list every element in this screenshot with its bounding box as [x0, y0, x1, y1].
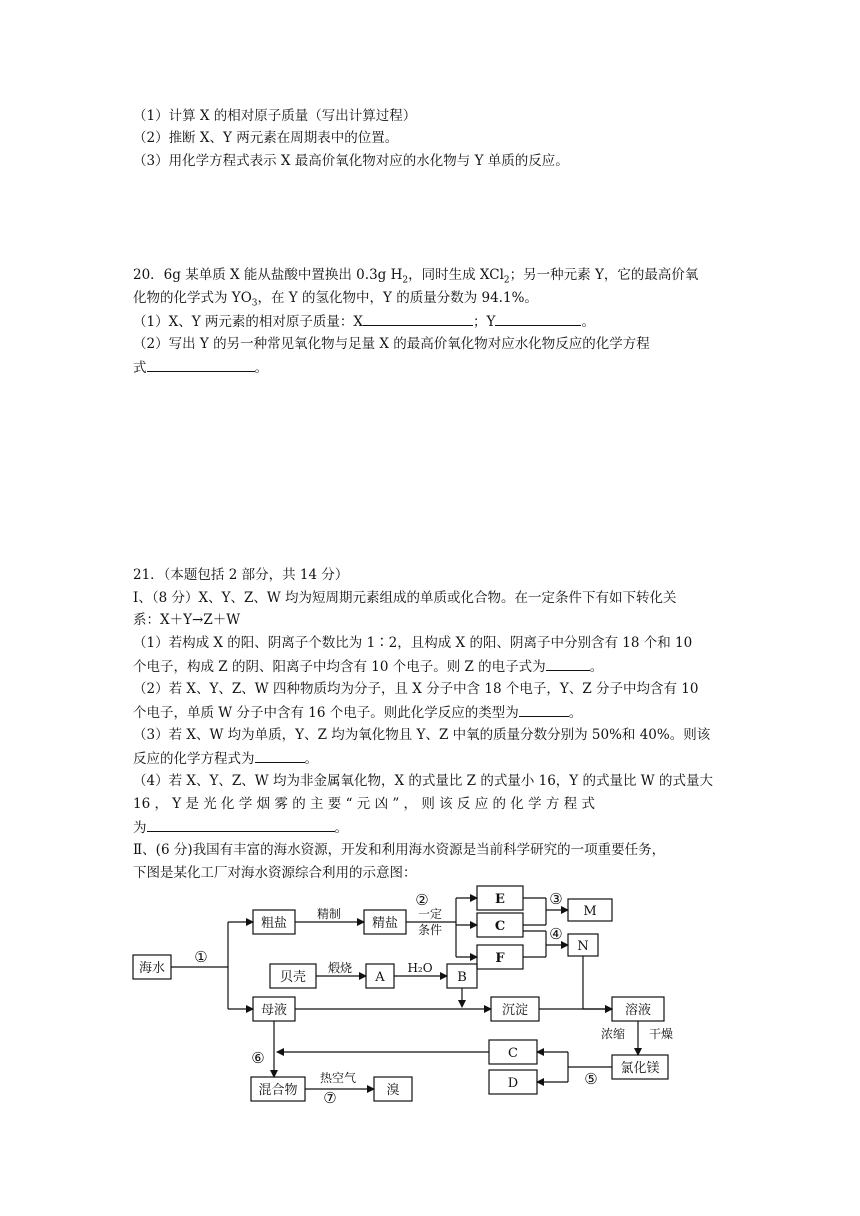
label-shell: 贝壳 [279, 970, 307, 985]
q20-text: ；Y [473, 314, 496, 330]
q20-text: 式 [133, 360, 147, 376]
label-condition-b: 条件 [417, 923, 443, 937]
step-1: ① [194, 948, 208, 966]
q21-part-ii-line1: Ⅱ、(6 分)我国有丰富的海水资源，开发和利用海水资源是当前科学研究的一项重要任务， [133, 842, 666, 858]
label-e: E [495, 892, 505, 907]
label-f: F [495, 951, 505, 966]
label-a: A [375, 970, 385, 985]
q20-text: ，在 Y 的氢化物中，Y 的质量分数为 94.1%。 [257, 290, 538, 306]
q21-sub3-line1: （3）若 X、W 均为单质，Y、Z 均为氧化物且 Y、Z 中氧的质量分数分别为 50%和 40%。则该 [133, 727, 711, 743]
step-3: ③ [549, 890, 563, 908]
q21-sub4-line1: （4）若 X、Y、Z、W 均为非金属氧化物，X 的式量比 Z 的式量小 16，Y 的式量比 W 的式量大 [133, 773, 713, 789]
q21-sub4-line2: 16 ， Y 是 光 化 学 烟 雾 的 主 要 “ 元 凶 ” ， 则 该 反 应 的 化 学 方 程 式 [133, 796, 595, 812]
label-bromine: 溴 [386, 1083, 400, 1098]
q20-text: ，同时生成 XCl [408, 267, 504, 283]
label-solution: 溶液 [624, 1003, 652, 1018]
q21-sub2-line1: （2）若 X、Y、Z、W 四种物质均为分子，且 X 分子中含 18 个电子，Y、Z 分子中均含有 10 [133, 681, 699, 697]
label-b: B [457, 970, 467, 985]
q21-header: 21．（本题包括 2 部分，共 14 分） [133, 567, 349, 583]
q21-text: 。 [304, 751, 318, 767]
q21-part-i: Ⅰ、（8 分）X、Y、Z、W 均为短周期元素组成的单质或化合物。在一定条件下有如下转化关 [133, 590, 677, 606]
label-dry: 干燥 [648, 1027, 674, 1041]
step-4: ④ [549, 925, 563, 943]
label-condition-a: 一定 [417, 907, 443, 921]
step-2: ② [415, 891, 429, 909]
label-mixture: 混合物 [258, 1083, 298, 1098]
label-mother-liquor: 母液 [260, 1003, 288, 1018]
q21-text: 。 [589, 659, 604, 675]
label-crude-salt: 粗盐 [260, 916, 288, 931]
label-mgcl2: 氯化镁 [620, 1061, 660, 1076]
q19-part1: （1）计算 X 的相对原子质量（写出计算过程） [133, 108, 417, 124]
step-7: ⑦ [323, 1089, 337, 1107]
q21-text: 个电子，单质 W 分子中含有 16 个电子。则此化学反应的类型为 [133, 705, 519, 721]
label-c2: C [508, 1046, 518, 1061]
q21-text: 。 [568, 705, 583, 721]
q20-text: 化物的化学式为 YO [133, 290, 252, 306]
label-refined-salt: 精盐 [371, 916, 399, 931]
q20-text: 。 [254, 360, 268, 376]
q20-text: （1）X、Y 两元素的相对原子质量：X [133, 314, 364, 330]
subscript: 2 [402, 275, 409, 286]
q21-reaction: 系：X＋Y→Z＋W [133, 612, 241, 628]
q20-text: 20．6g 某单质 X 能从盐酸中置换出 0.3g H [133, 267, 403, 283]
q21-text: 个电子，构成 Z 的阴、阳离子中均含有 10 个电子。则 Z 的电子式为 [133, 659, 546, 675]
label-precipitate: 沉淀 [501, 1003, 529, 1018]
q21-text: 。 [334, 820, 348, 836]
q19-part2: （2）推断 X、Y 两元素在周期表中的位置。 [133, 130, 399, 146]
label-c: C [494, 919, 506, 934]
label-hot-air: 热空气 [319, 1071, 357, 1085]
label-d: D [507, 1076, 519, 1091]
q20-text: ；另一种元素 Y，它的最高价氧 [509, 267, 699, 283]
q20-line4: （2）写出 Y 的另一种常见氧化物与足量 X 的最高价氧化物对应水化物反应的化学方程 [133, 336, 650, 352]
subscript: 3 [251, 298, 258, 309]
label-n: N [577, 939, 589, 954]
label-m: M [583, 904, 597, 919]
label-water: H₂O [407, 961, 433, 975]
q21-text: 反应的化学方程式为 [133, 751, 255, 767]
q20-text: 。 [581, 314, 595, 330]
q21-sub1-line1: （1）若构成 X 的阳、阴离子个数比为 1∶2，且构成 X 的阳、阴离子中分别含有 18 个和 10 [133, 635, 693, 651]
label-calcine: 煅烧 [327, 961, 353, 975]
step-5: ⑤ [584, 1070, 598, 1088]
label-refining: 精制 [316, 907, 342, 921]
q19-part3: （3）用化学方程式表示 X 最高价氧化物对应的水化物与 Y 单质的反应。 [133, 153, 569, 169]
q21-part-ii-line2: 下图是某化工厂对海水资源综合利用的示意图： [133, 865, 417, 881]
label-seawater: 海水 [138, 961, 166, 976]
q21-text: 为 [133, 820, 147, 836]
label-concentrate: 浓缩 [600, 1027, 626, 1041]
step-6: ⑥ [251, 1049, 265, 1067]
subscript: 2 [503, 275, 510, 286]
